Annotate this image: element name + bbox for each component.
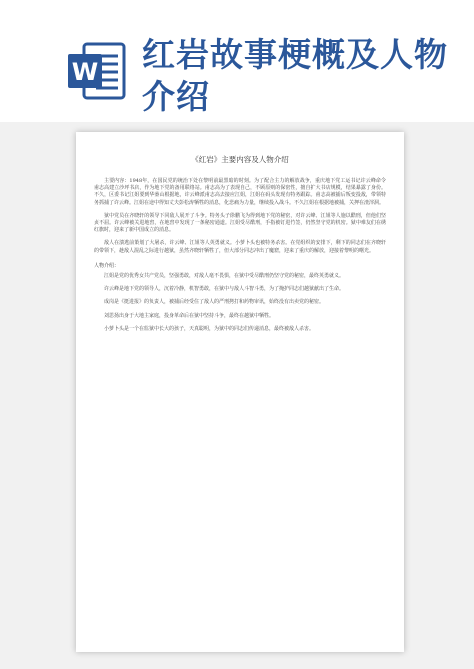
people-section-label: 人物介绍： [94,262,120,269]
summary-paragraph: 主要内容：1948年，在国民党的统治下处在黎明前最黑暗的时刻。为了配合主力的解放战争，重庆地下党工运书记许云峰命令甫志高建立沙坪书店，作为地下党的备用联络站。甫志高为了表现自己，不顾原则的保密性，擅自扩大书店规模，结果暴露了身份。不久，区委书记江姐要到华蓥山根据地，许云峰派甫志高去接应江姐，江姐在码头发现有特务跟踪。甫志高被捕后叛变投敌，带领特务抓捕了许云峰。江姐在途中得知丈夫彭松涛牺牲的消息，化悲痛为力量，继续投入战斗。不久江姐在根据地被捕，关押在渣滓洞。 [94,178,386,206]
person-paragraph: 小萝卜头是一个在监狱中长大的孩子，天真聪明，为狱中的同志们传递消息，最终被敌人杀害。 [104,325,315,332]
person-paragraph: 成岗是《挺进报》的负责人，被捕后经受住了敌人的严刑拷打和药物审讯，始终没有出卖党的秘密。 [104,299,325,306]
summary-paragraph: 敌人在溃逃前策划了大屠杀，许云峰、江姐等人英勇就义。小萝卜头也被特务杀害。在党组织的安排下，剩下的同志们在齐晓轩的带领下，趁敌人混乱之际进行越狱，虽然齐晓轩牺牲了，但大部分同志冲出了魔窟，迎来了重庆的解放，迎接着黎明的曙光。 [94,240,386,254]
person-paragraph: 许云峰是地下党的领导人，沉着冷静，机智勇敢，在狱中与敌人斗智斗勇，为了掩护同志们越狱献出了生命。 [104,286,345,293]
svg-text:W: W [71,58,99,86]
person-paragraph: 刘思扬出身于大地主家庭，投身革命后在狱中坚持斗争，最终在越狱中牺牲。 [104,312,275,319]
page-title: 红岩故事梗概及人物介绍 [142,35,448,116]
word-icon [66,40,128,102]
document-page [76,132,404,652]
document-heading: 《红岩》主要内容及人物介绍 [191,155,289,164]
summary-paragraph: 狱中党员在齐晓轩的领导下同敌人展开了斗争。特务头子徐鹏飞为得到地下党的秘密，对许云峰、江姐等人施以酷刑，但他们坚贞不屈。许云峰被关进地窖，在地窖中发现了一条秘密通道。江姐受尽酷刑，手指被钉进竹签，仍然坚守党的机密。狱中难友们在绣红旗时，迎来了新中国成立的消息。 [94,212,386,234]
document-body [94,178,386,339]
person-paragraph: 江姐是党的优秀女共产党员，坚强勇敢，对敌人毫不畏惧，在狱中受尽酷刑仍坚守党的秘密，最终英勇就义。 [104,273,345,280]
header [0,0,474,130]
